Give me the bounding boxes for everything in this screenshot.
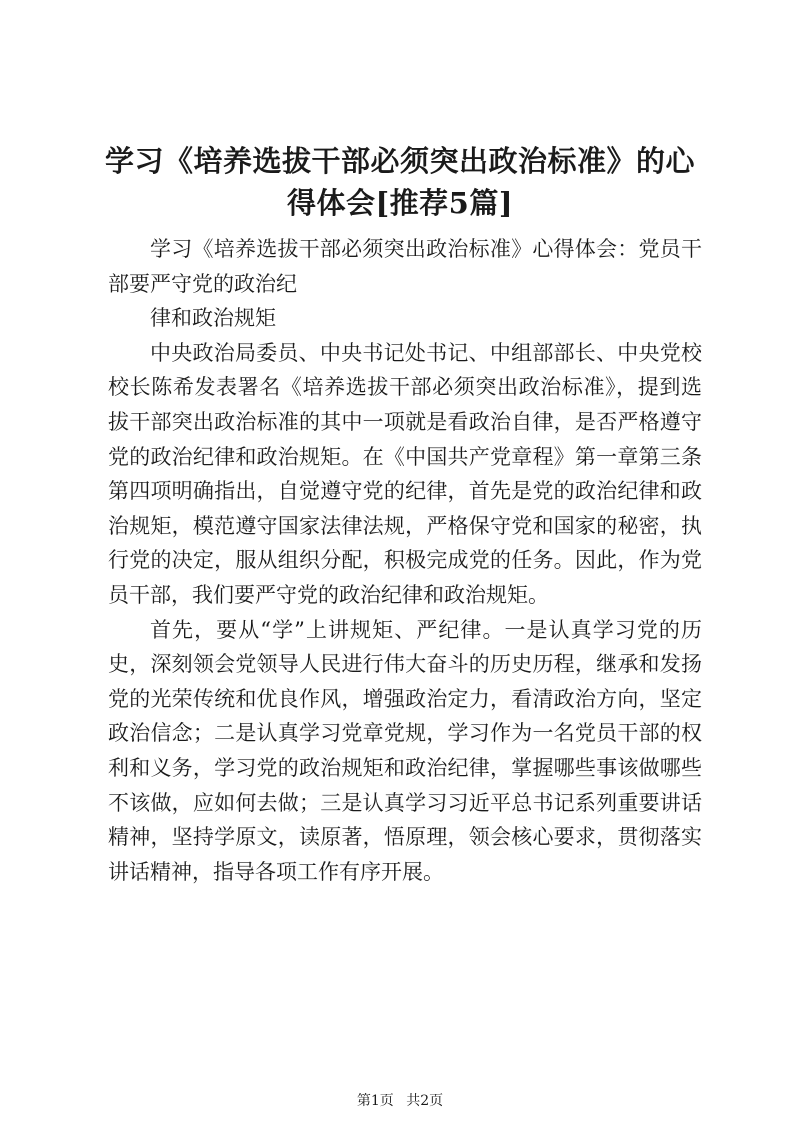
paragraph-subtitle-line-2: 律和政治规矩 [150, 306, 276, 331]
document-title: 学习《培养选拔干部必须突出政治标准》的心得体会[推荐5篇] [104, 144, 695, 220]
page-total: 共2页 [406, 1093, 444, 1109]
paragraph-intro: 中央政治局委员、中央书记处书记、中组部部长、中央党校校长陈希发表署名《培养选拔干部必须突出政治标准》，提到选拔干部突出政治标准的其中一项就是看政治自律，是否严格遵守党的政治纪律和政治规矩。在《中国共产党章程》第一章第三条第四项明确指出，自觉遵守党的纪律，首先是党的政治纪律和政治规矩，模范遵守国家法律法规，严格保守党和国家的秘密，执行党的决定，服从组织分配，积极完成党的任务。因此，作为党员干部，我们要严守党的政治纪律和政治规矩。 [108, 340, 702, 607]
paragraph-first-point: 首先，要从“学”上讲规矩、严纪律。一是认真学习党的历史，深刻领会党领导人民进行伟大奋斗的历史历程，继承和发扬党的光荣传统和优良作风，增强政治定力，看清政治方向，坚定政治信念；二是认真学习党章党规，学习作为一名党员干部的权利和义务，学习党的政治规矩和政治纪律，掌握哪些事该做哪些不该做，应如何去做；三是认真学习习近平总书记系列重要讲话精神，坚持学原文，读原著，悟原理，领会核心要求，贯彻落实讲话精神，指导各项工作有序开展。 [108, 617, 702, 884]
page-number: 第1页 [356, 1093, 394, 1109]
document-body [108, 232, 702, 889]
paragraph-subtitle-line-1: 学习《培养选拔干部必须突出政治标准》心得体会：党员干部要严守党的政治纪 [108, 237, 702, 296]
page-footer [0, 1092, 800, 1110]
